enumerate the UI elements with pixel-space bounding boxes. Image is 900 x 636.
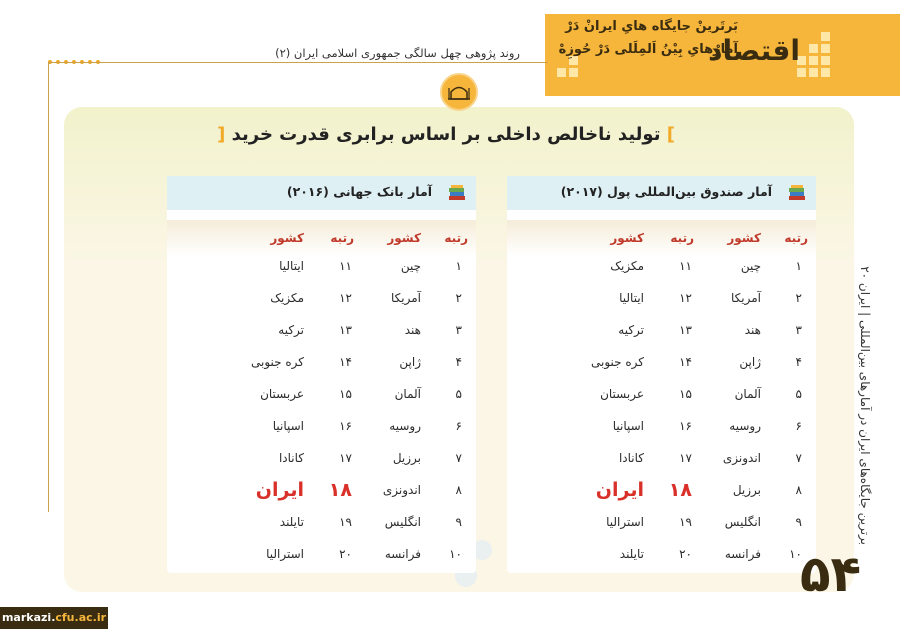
- country-header: کشور: [270, 231, 304, 245]
- country-cell: آمریکا: [730, 291, 761, 305]
- country-cell: ایران: [255, 479, 304, 501]
- country-cell: روسیه: [729, 419, 761, 433]
- rank-cell: ۱۳: [679, 323, 692, 337]
- country-cell: کره جنوبی: [250, 355, 304, 369]
- rank-cell: ۵: [795, 387, 802, 401]
- rank-header: رتبه: [670, 231, 694, 245]
- imf-table-card: [507, 176, 816, 573]
- rank-cell: ۱۹: [339, 515, 352, 529]
- rank-cell: ۷: [795, 451, 802, 465]
- country-cell: تایلند: [619, 547, 644, 561]
- rank-cell: ۸: [455, 483, 462, 497]
- title-bracket-open: ]: [666, 124, 675, 145]
- country-cell: آلمان: [734, 387, 761, 401]
- site-prefix: markazi.: [1, 611, 56, 624]
- rank-cell: ۱۸: [668, 479, 692, 501]
- rank-cell: ۱۶: [679, 419, 692, 433]
- country-cell: فرانسه: [384, 547, 421, 561]
- rank-cell: ۱۱: [679, 259, 692, 273]
- table-title: آمار صندوق بین‌المللی پول (۲۰۱۷): [560, 184, 772, 199]
- rank-cell: ۱: [795, 259, 802, 273]
- main-title-text: تولید ناخالص داخلی بر اساس برابری قدرت خرید: [231, 124, 661, 145]
- rank-cell: ۱۴: [339, 355, 352, 369]
- rank-cell: ۱۶: [339, 419, 352, 433]
- rank-cell: ۱۵: [339, 387, 352, 401]
- rank-cell: ۱۲: [679, 291, 692, 305]
- rank-cell: ۱۱: [339, 259, 352, 273]
- books-icon: [786, 182, 808, 204]
- country-cell: روسیه: [389, 419, 421, 433]
- frame-line-top: [48, 62, 548, 63]
- series-title: روند پژوهی چهل سالگی جمهوری اسلامی ایران (۲): [275, 46, 520, 60]
- country-cell: چین: [740, 259, 761, 273]
- country-cell: ترکیه: [618, 323, 644, 337]
- rank-cell: ۲۰: [339, 547, 352, 561]
- country-cell: عربستان: [260, 387, 304, 401]
- dots-decoration: [48, 49, 108, 53]
- column-header-bar: [507, 220, 816, 256]
- rank-cell: ۱۵: [679, 387, 692, 401]
- books-icon: [446, 182, 468, 204]
- rank-cell: ۱۰: [789, 547, 802, 561]
- country-header: کشور: [387, 231, 421, 245]
- header-subtitle-line1: بَرتَرینْ جایگاه هایِ ایرانْ دَرْ: [565, 19, 738, 34]
- site-label[interactable]: [0, 607, 108, 629]
- country-cell: ژاپن: [399, 355, 421, 369]
- country-cell: انگلیس: [724, 515, 761, 529]
- rank-cell: ۲: [455, 291, 462, 305]
- section-title: اقتصاد: [708, 34, 800, 67]
- country-cell: کانادا: [278, 451, 304, 465]
- country-cell: مکزیک: [270, 291, 304, 305]
- country-cell: آمریکا: [390, 291, 421, 305]
- rank-cell: ۱۰: [449, 547, 462, 561]
- country-cell: ایران: [595, 479, 644, 501]
- rank-cell: ۳: [795, 323, 802, 337]
- rank-cell: ۱۸: [328, 479, 352, 501]
- country-cell: آلمان: [394, 387, 421, 401]
- country-header: کشور: [610, 231, 644, 245]
- country-cell: استرالیا: [266, 547, 304, 561]
- country-cell: برزیل: [732, 483, 761, 497]
- rank-cell: ۹: [455, 515, 462, 529]
- rank-cell: ۱۲: [339, 291, 352, 305]
- country-header: کشور: [727, 231, 761, 245]
- rank-cell: ۱۷: [339, 451, 352, 465]
- rank-header: رتبه: [330, 231, 354, 245]
- rank-cell: ۱۹: [679, 515, 692, 529]
- country-cell: عربستان: [600, 387, 644, 401]
- rank-cell: ۴: [795, 355, 802, 369]
- rank-cell: ۱: [455, 259, 462, 273]
- rank-cell: ۶: [455, 419, 462, 433]
- site-suffix: cfu.ac.ir: [55, 611, 107, 624]
- rank-cell: ۶: [795, 419, 802, 433]
- worldbank-table-card: [167, 176, 476, 573]
- country-cell: برزیل: [392, 451, 421, 465]
- rank-cell: ۲۰: [679, 547, 692, 561]
- header-subtitle-line2: آمارْهایِ بِیْنُ اَلمِلَلی دَرْ حُوزِهْ: [558, 42, 738, 57]
- country-cell: انگلیس: [384, 515, 421, 529]
- column-header-bar: [167, 220, 476, 256]
- country-cell: اسپانیا: [272, 419, 304, 433]
- rank-cell: ۷: [455, 451, 462, 465]
- country-cell: چین: [400, 259, 421, 273]
- country-cell: اندونزی: [722, 451, 761, 465]
- country-cell: کانادا: [618, 451, 644, 465]
- country-cell: هند: [404, 323, 421, 337]
- rank-cell: ۴: [455, 355, 462, 369]
- page-number: ۵۴: [800, 545, 862, 603]
- side-caption: برترین جایگاه‌های ایران در آمارهای بین‌المللی | ایران ۲۰: [858, 266, 872, 545]
- rank-cell: ۵: [455, 387, 462, 401]
- country-cell: ژاپن: [739, 355, 761, 369]
- country-cell: تایلند: [279, 515, 304, 529]
- country-cell: اسپانیا: [612, 419, 644, 433]
- rank-cell: ۲: [795, 291, 802, 305]
- rank-cell: ۱۳: [339, 323, 352, 337]
- rank-cell: ۹: [795, 515, 802, 529]
- rank-cell: ۱۷: [679, 451, 692, 465]
- rank-header: رتبه: [784, 231, 808, 245]
- country-cell: کره جنوبی: [590, 355, 644, 369]
- rank-cell: ۳: [455, 323, 462, 337]
- mosque-emblem-icon: [440, 73, 478, 111]
- country-cell: هند: [744, 323, 761, 337]
- title-bracket-close: [: [217, 124, 226, 145]
- country-cell: مکزیک: [610, 259, 644, 273]
- frame-line-left: [48, 62, 49, 512]
- rank-cell: ۸: [795, 483, 802, 497]
- country-cell: اندونزی: [382, 483, 421, 497]
- main-title: [217, 124, 675, 145]
- country-cell: استرالیا: [606, 515, 644, 529]
- rank-header: رتبه: [444, 231, 468, 245]
- country-cell: فرانسه: [724, 547, 761, 561]
- country-cell: ایتالیا: [619, 291, 644, 305]
- country-cell: ترکیه: [278, 323, 304, 337]
- country-cell: ایتالیا: [279, 259, 304, 273]
- table-title: آمار بانک جهانی (۲۰۱۶): [286, 184, 432, 199]
- rank-cell: ۱۴: [679, 355, 692, 369]
